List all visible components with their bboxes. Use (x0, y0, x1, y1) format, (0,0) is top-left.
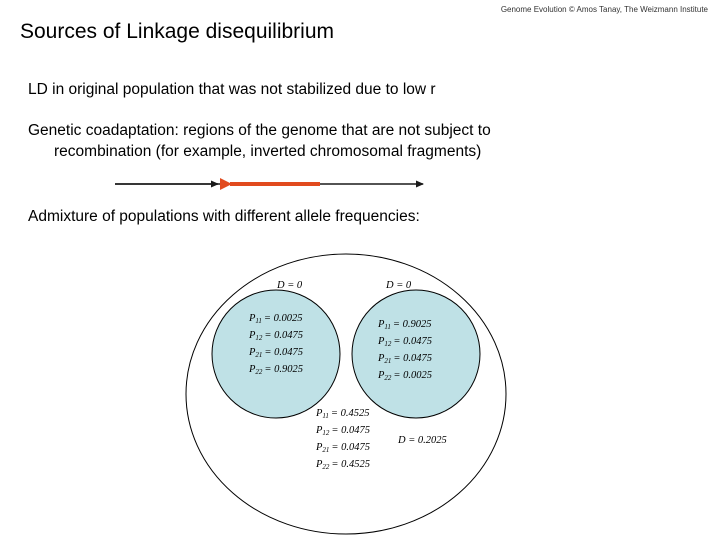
right-pop-p22: P22 = 0.0025 (378, 370, 433, 382)
left-pop-p12: P12 = 0.0475 (249, 330, 304, 342)
right-pop-p21: P21 = 0.0475 (378, 353, 433, 365)
left-pop-p22: P22 = 0.9025 (249, 364, 304, 376)
mixed-pop-d-label: D = 0.2025 (398, 435, 447, 446)
slide-title: Sources of Linkage disequilibrium (20, 20, 335, 43)
bullet-admixture: Admixture of populations with different allele frequencies: (28, 208, 420, 225)
mixed-pop-p12: P12 = 0.0475 (316, 425, 371, 437)
left-pop-d-label: D = 0 (277, 280, 303, 291)
bullet-genetic-coadaptation-line2: recombination (for example, inverted chromosomal fragments) (54, 143, 482, 160)
mixed-pop-p21: P21 = 0.0475 (316, 442, 371, 454)
slide-credit: Genome Evolution © Amos Tanay, The Weizmann Institute (500, 5, 708, 14)
left-pop-p11: P11 = 0.0025 (249, 313, 303, 325)
right-pop-d-label: D = 0 (386, 280, 412, 291)
mixed-pop-p11: P11 = 0.4525 (316, 408, 370, 420)
bullet-low-recombination: LD in original population that was not stabilized due to low r (28, 81, 436, 98)
bullet-genetic-coadaptation-line1: Genetic coadaptation: regions of the genome that are not subject to (28, 122, 491, 139)
right-pop-p11: P11 = 0.9025 (378, 319, 432, 331)
left-pop-p21: P21 = 0.0475 (249, 347, 304, 359)
right-pop-p12: P12 = 0.0475 (378, 336, 433, 348)
mixed-pop-p22: P22 = 0.4525 (316, 459, 371, 471)
